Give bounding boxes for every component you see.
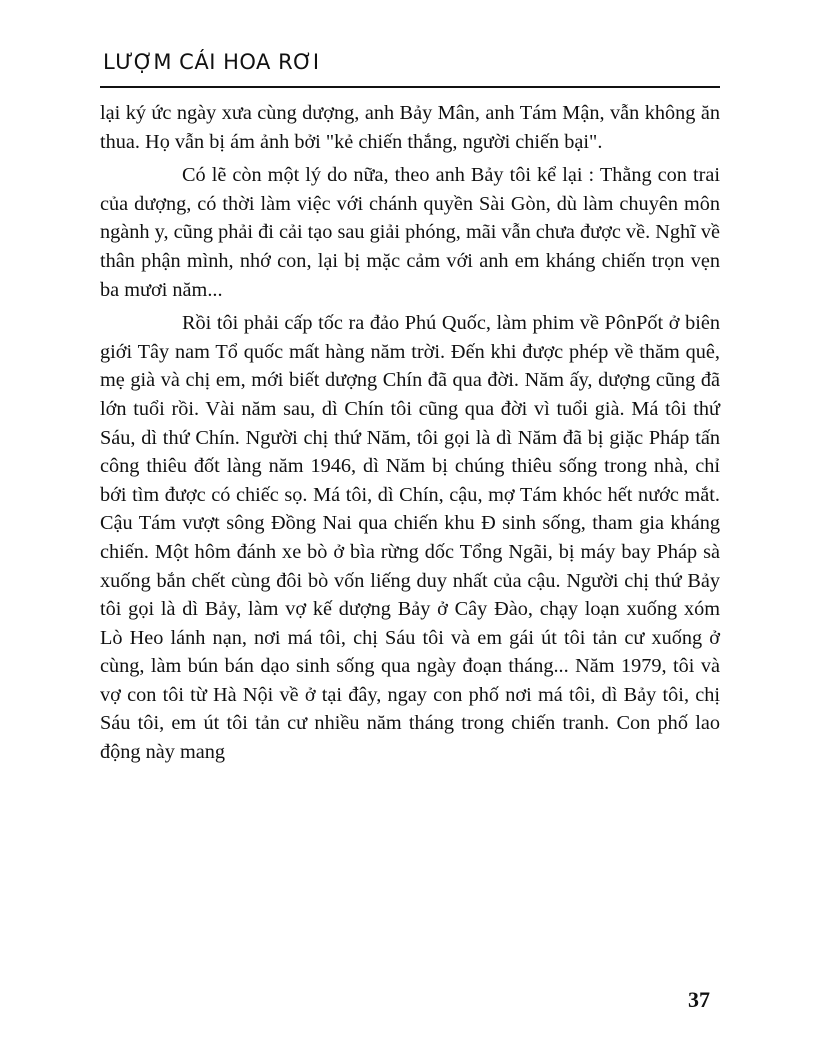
paragraph-continued: lại ký ức ngày xưa cùng dượng, anh Bảy Mân, anh Tám Mận, vẫn không ăn thua. Họ vẫn bị ám ảnh bởi "kẻ chiến thắng, người chiến bại". <box>100 102 720 153</box>
paragraph: Có lẽ còn một lý do nữa, theo anh Bảy tôi kể lại : Thằng con trai của dượng, có thời làm việc với chánh quyền Sài Gòn, dù làm chuyên môn ngành y, cũng phải đi cải tạo sau giải phóng, mãi vẫn chưa được về. Nghĩ về thân phận mình, nhớ con, lại bị mặc cảm với anh em kháng chiến trọn vẹn ba mươi năm... <box>100 164 720 301</box>
running-title: LƯỢM CÁI HOA RƠI <box>103 50 320 74</box>
body-text <box>100 99 720 767</box>
paragraph: Rồi tôi phải cấp tốc ra đảo Phú Quốc, làm phim về PônPốt ở biên giới Tây nam Tổ quốc mất hàng năm trời. Đến khi được phép về thăm quê, mẹ già và chị em, mới biết dượng Chín đã qua đời. Năm ấy, dượng cũng đã lớn tuổi rồi. Vài năm sau, dì Chín tôi cũng qua đời vì tuổi già. Má tôi thứ Sáu, dì thứ Chín. Người chị thứ Năm, tôi gọi là dì Năm đã bị giặc Pháp tấn công thiêu đốt làng năm 1946, dì Năm bị chúng thiêu sống trong nhà, chỉ bới tìm được có chiếc sọ. Má tôi, dì Chín, cậu, mợ Tám khóc hết nước mắt. Cậu Tám vượt sông Đồng Nai qua chiến khu Đ sinh sống, tham gia kháng chiến. Một hôm đánh xe bò ở bìa rừng dốc Tổng Ngãi, bị máy bay Pháp sà xuống bắn chết cùng đôi bò vốn liếng duy nhất của cậu. Người chị thứ Bảy tôi gọi là dì Bảy, làm vợ kế dượng Bảy ở Cây Đào, chạy loạn xuống xóm Lò Heo lánh nạn, nơi má tôi, chị Sáu tôi và em gái út tôi tản cư xuống ở cùng, làm bún bán dạo sinh sống qua ngày đoạn tháng... Năm 1979, tôi và vợ con tôi từ Hà Nội về ở tại đây, ngay con phố nơi má tôi, dì Bảy tôi, chị Sáu tôi, em út tôi tản cư nhiều năm tháng trong chiến tranh. Con phố lao động này mang <box>100 312 720 764</box>
page-number: 37 <box>688 987 710 1012</box>
header-rule <box>100 86 720 88</box>
